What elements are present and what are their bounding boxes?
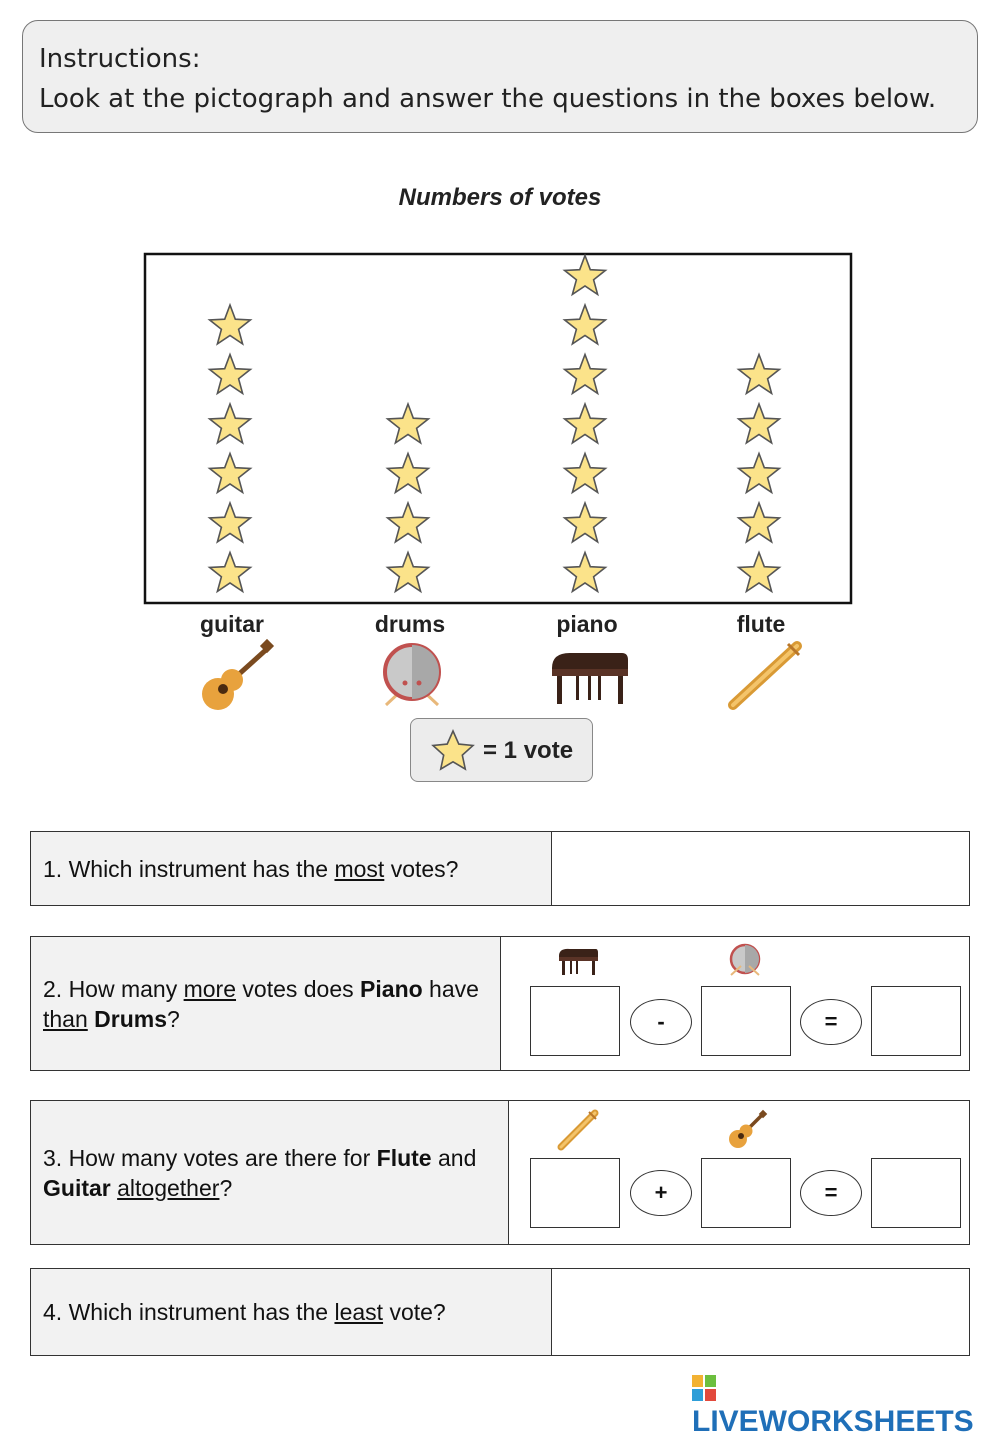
- chart-key: [410, 718, 593, 782]
- star-flute-5: [739, 355, 780, 394]
- question-3-text-part: altogether: [117, 1174, 220, 1201]
- question-4-box: [30, 1268, 970, 1356]
- star-guitar-6: [210, 305, 251, 344]
- category-label-flute: flute: [736, 611, 786, 637]
- question-4-answer-field[interactable]: [552, 1269, 969, 1355]
- star-piano-2: [565, 503, 606, 542]
- star-guitar-1: [210, 553, 251, 592]
- liveworksheets-logo-icon: [692, 1375, 716, 1401]
- question-3-text-part: ?: [219, 1174, 233, 1201]
- question-4-text: [31, 1269, 552, 1355]
- star-drums-2: [388, 503, 429, 542]
- star-flute-3: [739, 454, 780, 493]
- question-1-box: [30, 831, 970, 906]
- question-2-text-part: 2. How many: [43, 975, 184, 1002]
- guitar-icon: [202, 639, 274, 710]
- question-2-text-part: ?: [167, 1005, 180, 1032]
- star-drums-1: [388, 553, 429, 592]
- flute-icon: [733, 644, 799, 705]
- question-1-text: [31, 832, 552, 905]
- chart-title: Numbers of votes: [398, 184, 602, 211]
- star-guitar-2: [210, 503, 251, 542]
- star-flute-4: [739, 404, 780, 443]
- question-2-text: [31, 937, 501, 1070]
- star-guitar-5: [210, 355, 251, 394]
- brand-text: LIVEWORKSHEETS: [692, 1405, 974, 1438]
- question-3-text-part: 3. How many votes are there for: [43, 1144, 377, 1171]
- key-star-icon: [429, 728, 477, 774]
- question-4-text-part: least: [334, 1299, 384, 1325]
- liveworksheets-logo: [692, 1371, 1000, 1439]
- category-label-guitar: guitar: [200, 611, 264, 637]
- piano-icon: [552, 653, 628, 704]
- q3-result-box[interactable]: [871, 1158, 961, 1228]
- key-label: = 1 vote: [483, 737, 574, 764]
- q2-first-number-box[interactable]: [530, 986, 620, 1056]
- q2-result-box[interactable]: [871, 986, 961, 1056]
- question-1-text-part: most: [334, 855, 385, 882]
- star-piano-1: [565, 553, 606, 592]
- chart-frame: [145, 254, 851, 603]
- category-label-drums: drums: [374, 611, 446, 637]
- question-4-text-part: vote?: [383, 1299, 446, 1325]
- question-1-text-part: votes?: [384, 855, 459, 882]
- question-3-text: [31, 1101, 509, 1244]
- star-piano-3: [565, 454, 606, 493]
- q3-plus-sign: +: [630, 1170, 692, 1216]
- star-guitar-4: [210, 404, 251, 443]
- star-flute-2: [739, 503, 780, 542]
- q2-equals-sign: =: [800, 999, 862, 1045]
- star-piano-4: [565, 404, 606, 443]
- instructions-heading: Instructions:: [39, 44, 201, 74]
- question-3-text-part: and: [431, 1144, 477, 1171]
- question-4-text-part: 4. Which instrument has the: [43, 1299, 335, 1325]
- q2-drum-icon: [727, 942, 763, 978]
- instructions-text: Look at the pictograph and answer the questions in the boxes below.: [39, 84, 937, 114]
- question-2-text-part: votes does: [236, 975, 361, 1002]
- star-piano-5: [565, 355, 606, 394]
- q2-piano-icon: [556, 946, 600, 978]
- star-piano-7: [565, 256, 606, 295]
- question-2-text-part: more: [183, 975, 237, 1002]
- q2-minus-sign: -: [630, 999, 692, 1045]
- star-guitar-3: [210, 454, 251, 493]
- drum-icon: [385, 645, 439, 705]
- question-2-text-part: Drums: [94, 1005, 168, 1032]
- question-3-text-part: Guitar: [43, 1174, 111, 1201]
- q3-equals-sign: =: [800, 1170, 862, 1216]
- question-1-text-part: 1. Which instrument has the: [43, 855, 335, 882]
- question-1-input[interactable]: [552, 832, 969, 905]
- q3-second-number-box[interactable]: [701, 1158, 791, 1228]
- q3-first-number-box[interactable]: [530, 1158, 620, 1228]
- q3-guitar-icon: [724, 1108, 768, 1152]
- q3-flute-icon: [556, 1108, 600, 1152]
- q2-second-number-box[interactable]: [701, 986, 791, 1056]
- star-flute-1: [739, 553, 780, 592]
- question-2-text-part: than: [43, 1005, 88, 1032]
- question-2-text-part: Piano: [360, 975, 423, 1002]
- category-label-piano: piano: [556, 611, 618, 637]
- star-drums-4: [388, 404, 429, 443]
- question-1-answer-field[interactable]: [552, 832, 969, 905]
- star-piano-6: [565, 305, 606, 344]
- star-drums-3: [388, 454, 429, 493]
- question-3-text-part: Flute: [376, 1144, 432, 1171]
- question-2-text-part: have: [422, 975, 479, 1002]
- question-4-input[interactable]: [552, 1269, 969, 1355]
